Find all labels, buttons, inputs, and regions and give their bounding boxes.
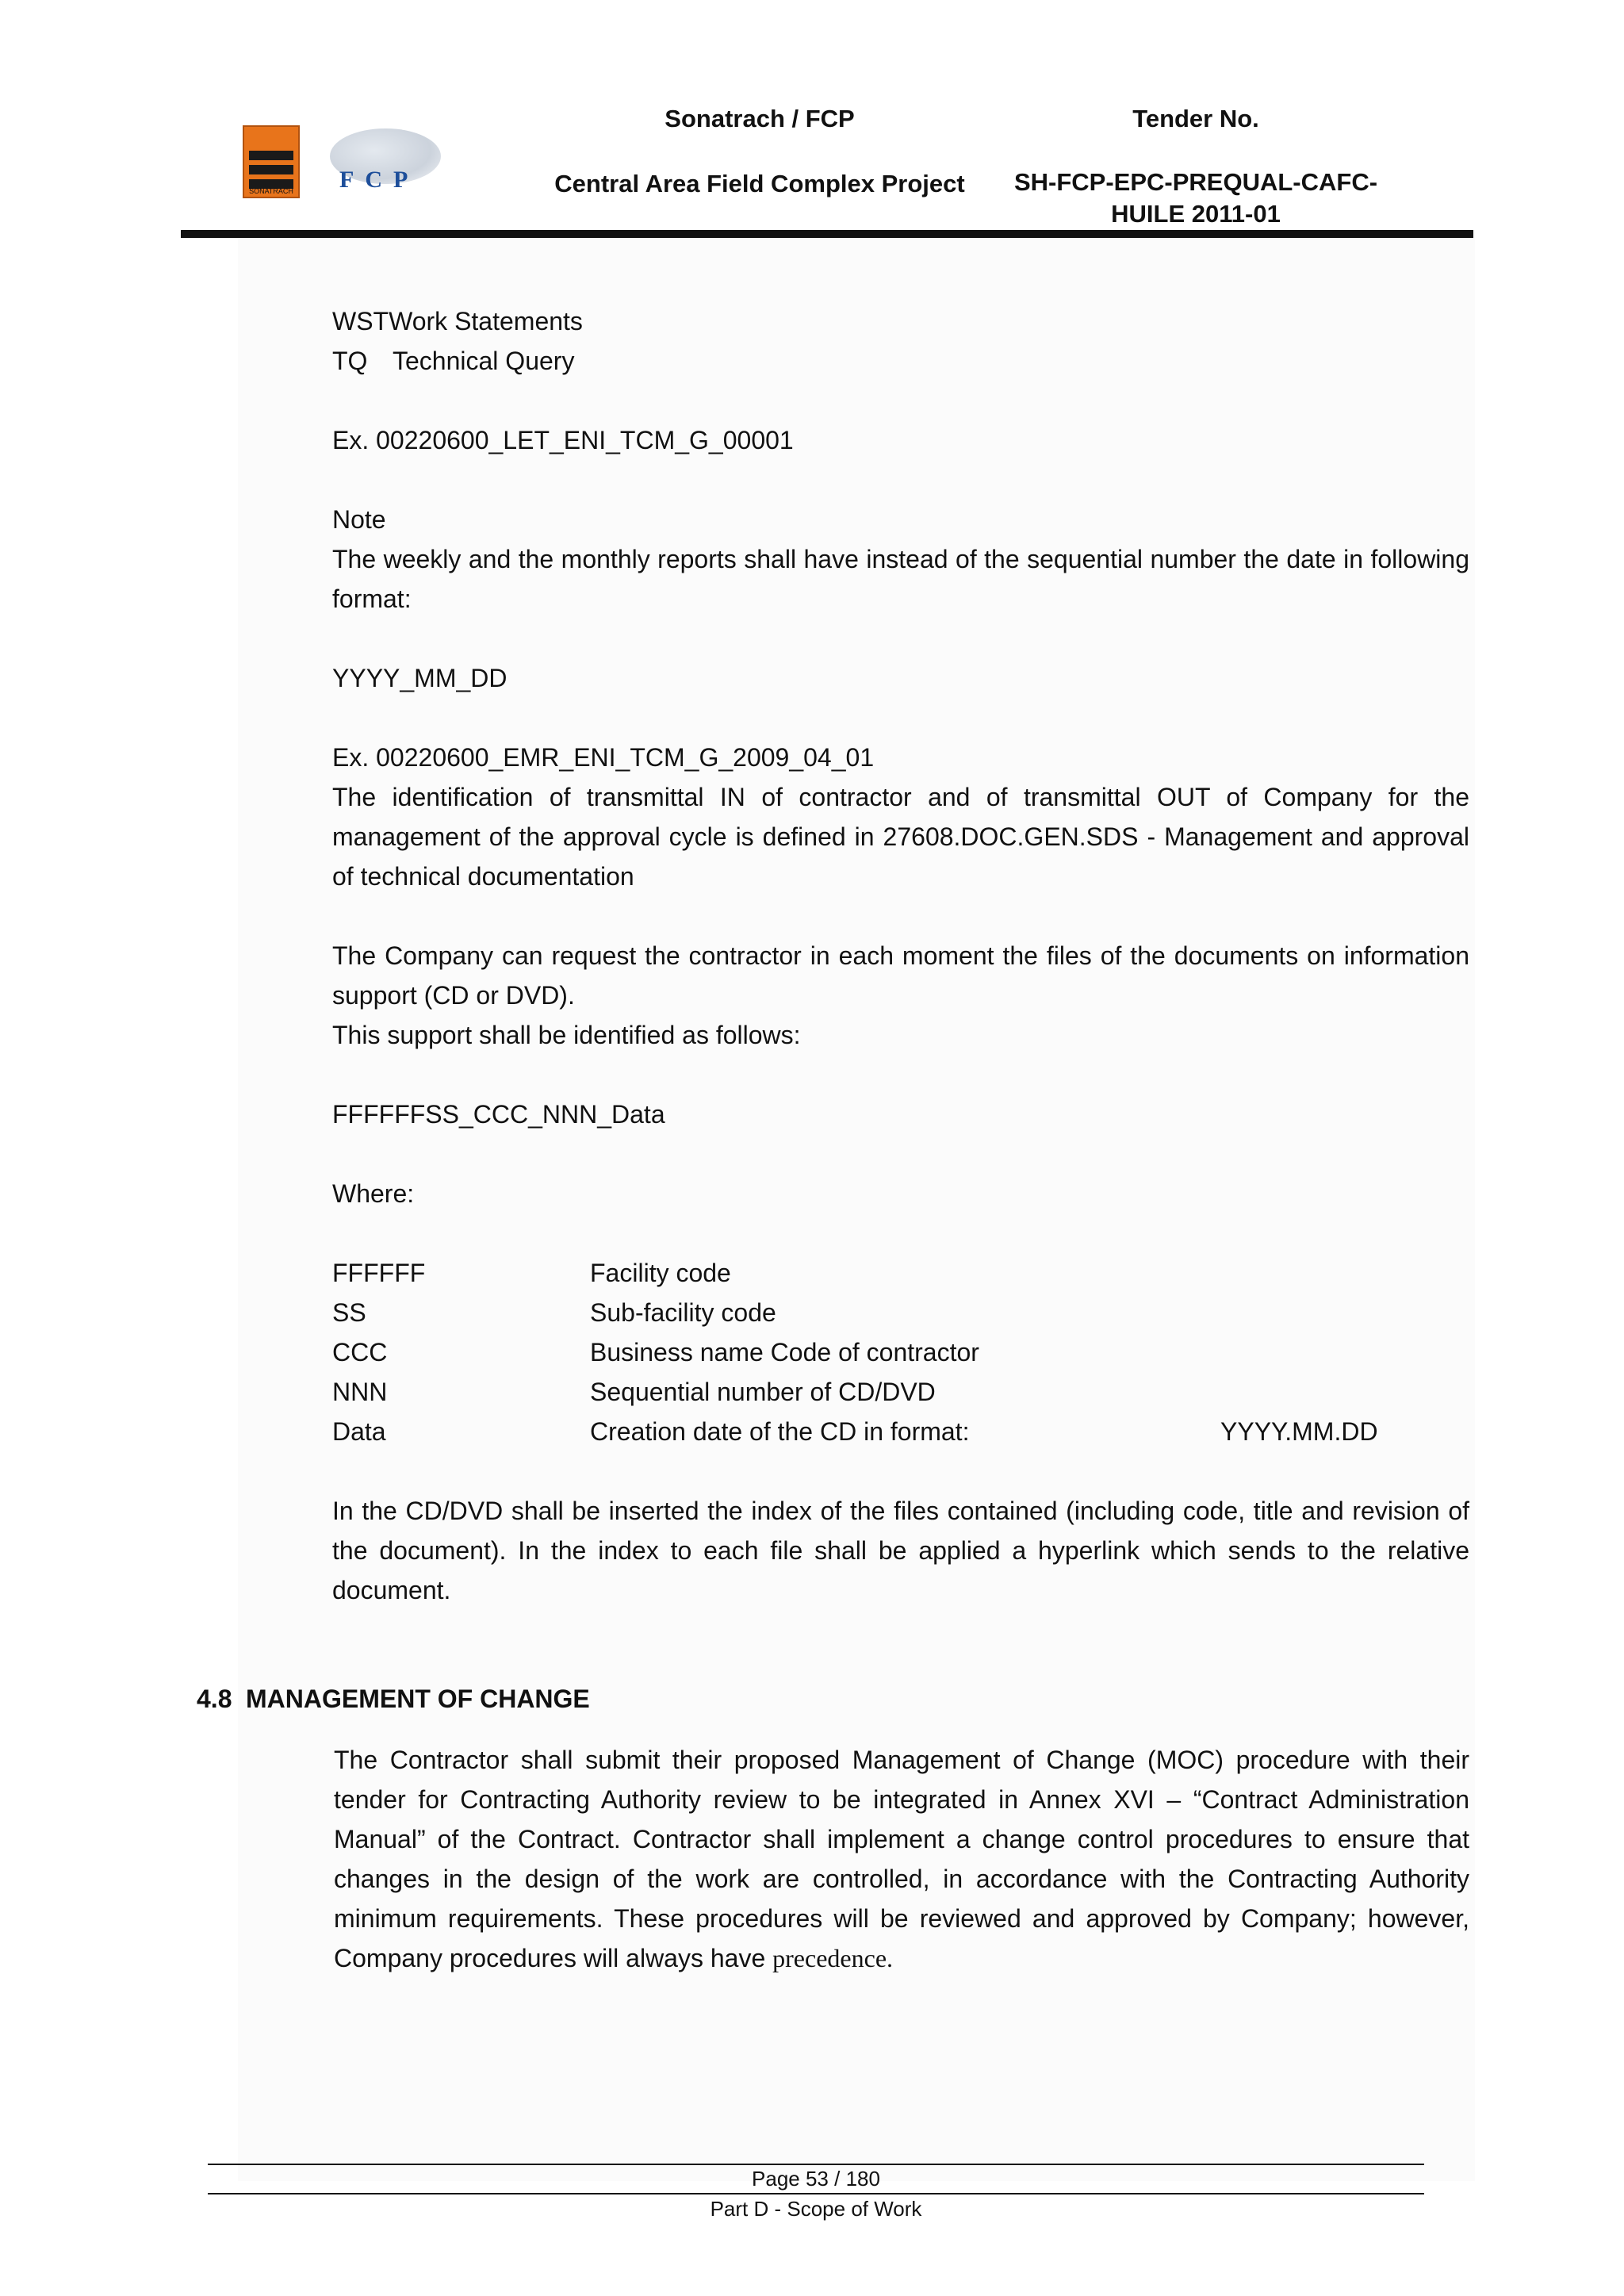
header-org: Sonatrach / FCP (665, 105, 855, 132)
footer-divider-top (208, 2164, 1424, 2165)
extra-cell (1220, 1332, 1469, 1372)
desc-cell: Sequential number of CD/DVD (590, 1378, 936, 1406)
desc-cell: Sub-facility code (590, 1298, 776, 1327)
abbrev-row (332, 301, 1469, 341)
section-body-text: The Contractor shall submit their proposed Management of Change (MOC) procedure with their tender for Contracting Authority review to be integrated in Annex XVI – “Contract Administration Manual” of the Contract. Contractor shall implement a change control procedures to ensure that changes in the design of the work are controlled, in accordance with the Contracting Authority minimum requirements. These procedures will be reviewed and approved by Company; however, Company procedures will always have (334, 1746, 1469, 1972)
header-divider (181, 230, 1473, 238)
table-row (332, 1293, 1469, 1332)
abbrev-value: Work Statements (389, 307, 583, 335)
footer-divider-bottom (208, 2193, 1424, 2194)
example-line: Ex. 00220600_EMR_ENI_TCM_G_2009_04_01 (332, 743, 875, 772)
extra-cell (1220, 1253, 1469, 1293)
code-cell: NNN (332, 1378, 388, 1406)
desc-cell: Facility code (590, 1259, 731, 1287)
abbrev-row (332, 341, 1469, 381)
abbrev-key: WST (332, 307, 389, 335)
table-row (332, 1253, 1469, 1293)
page-header (181, 95, 1473, 230)
table-row (332, 1372, 1469, 1412)
transmittal-paragraph: The identification of transmittal IN of contractor and of transmittal OUT of Company for the management of the approval cycle is defined in 27608.DOC.GEN.SDS - Management and approval of technical documentation (332, 783, 1469, 891)
code-cell: SS (332, 1298, 366, 1327)
tender-number-line2: HUILE 2011-01 (1111, 200, 1281, 228)
section-number: 4.8 (197, 1685, 232, 1713)
example-line: Ex. 00220600_LET_ENI_TCM_G_00001 (332, 426, 794, 454)
header-project: Central Area Field Complex Project (554, 170, 965, 197)
table-row (332, 1332, 1469, 1372)
where-label: Where: (332, 1179, 415, 1208)
section-title: MANAGEMENT OF CHANGE (246, 1685, 590, 1713)
extra-cell (1220, 1293, 1469, 1332)
cd-index-paragraph: In the CD/DVD shall be inserted the index of the files contained (including code, title and revision of the document). In the index to each file shall be applied a hyperlink which sends to the relative document. (332, 1497, 1469, 1604)
footer-part-label: Part D - Scope of Work (710, 2197, 922, 2221)
header-tender-label: Tender No. (1132, 105, 1259, 132)
extra-cell (1220, 1372, 1469, 1412)
tender-number-line1: SH-FCP-EPC-PREQUAL-CAFC- (1013, 168, 1378, 196)
support-format: FFFFFFSS_CCC_NNN_Data (332, 1100, 665, 1129)
code-cell: FFFFFF (332, 1259, 426, 1287)
document-body (332, 301, 1469, 1610)
company-request-paragraph: The Company can request the contractor in each moment the files of the documents on information support (CD or DVD). (332, 941, 1469, 1010)
date-format: YYYY_MM_DD (332, 664, 508, 692)
header-tender-number (1005, 167, 1386, 230)
desc-cell: Business name Code of contractor (590, 1338, 979, 1366)
sonatrach-logo (243, 125, 300, 198)
extra-cell: YYYY.MM.DD (1220, 1417, 1378, 1446)
section-heading (197, 1685, 590, 1714)
note-text: The weekly and the monthly reports shall have instead of the sequential number the date in following format: (332, 545, 1469, 613)
footer-page-number: Page 53 / 180 (752, 2167, 880, 2191)
desc-cell: Creation date of the CD in format: (590, 1417, 970, 1446)
note-title: Note (332, 505, 386, 534)
abbrev-value: Technical Query (393, 347, 575, 375)
code-cell: CCC (332, 1338, 388, 1366)
abbrev-key: TQ (332, 347, 368, 375)
fcp-logo-text: FCP (339, 167, 419, 193)
section-body (334, 1740, 1469, 1978)
code-cell: Data (332, 1417, 386, 1446)
fcp-logo (322, 125, 449, 198)
sonatrach-logo-text: SONATRACH (249, 187, 293, 195)
support-paragraph: This support shall be identified as follows: (332, 1021, 801, 1049)
table-row (332, 1412, 1469, 1451)
section-body-tail: precedence. (772, 1944, 894, 1972)
code-definition-table (332, 1253, 1469, 1451)
